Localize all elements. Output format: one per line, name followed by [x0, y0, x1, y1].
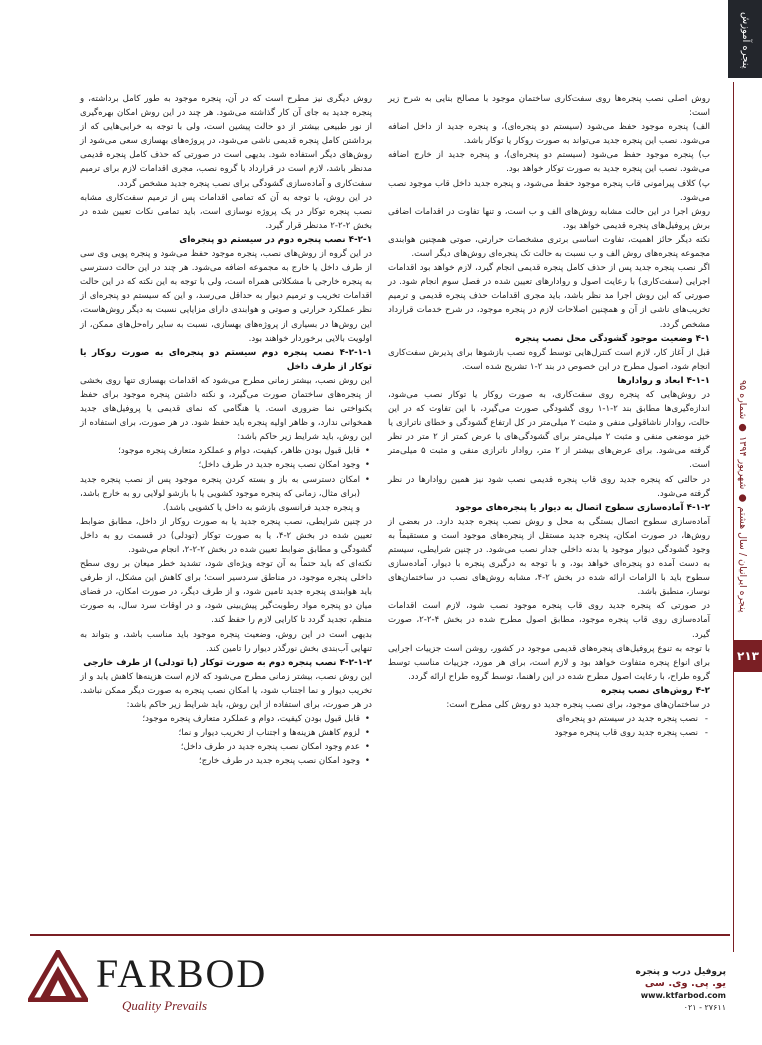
ad-website: www.ktfarbod.com — [640, 991, 726, 1000]
ad-block — [610, 966, 726, 1014]
paragraph: در روش‌هایی که پنجره روی سفت‌کاری، به صورت روکار یا توکار نصب می‌شود، اندازه‌گیری‌ها مطابق بند ۲-۱-۱ روی گشودگی صورت می‌گیرد، با این تفاوت که در این حالت، روادار ناشاقولی منفی و مثبت ۲ میلی‌متر در کل ارتفاع گشودگی و خطای ناترازی یا خیز موضعی منفی و مثبت ۲ میلی‌متر برای گشودگی‌های با عرض کمتر از ۲ متر در نظر گرفته می‌شود. برای عرض‌های بیشتر از ۲ متر، روادار ناترازی منفی و مثبت ۵ میلی‌متر است. — [388, 389, 710, 471]
section-heading: ۴-۲ روش‌های نصب پنجره — [601, 685, 710, 696]
method-list — [388, 712, 710, 740]
list-item: • امکان دسترسی به باز و بسته کردن پنجره موجود پس از نصب پنجره جدید (برای مثال، زمانی که پنجره موجود کشویی یا با بازشو لولایی رو به خارج باشد، و پنجره جدید فرانسوی بازشو به داخل یا کشویی باشد). — [80, 473, 360, 515]
paragraph: روش اصلی نصب پنجره‌ها روی سفت‌کاری ساختمان موجود با مصالح بنایی به شرح زیر است: — [388, 94, 710, 119]
list-item: • قابل قبول بودن کیفیت، دوام و عملکرد متعارف پنجره موجود؛ — [80, 712, 360, 726]
paragraph: در ساختمان‌های موجود، برای نصب پنجره جدید دو روش کلی مطرح است: — [446, 700, 710, 711]
section-heading: ۴-۲-۱ نصب پنجره دوم در سیستم دو پنجره‌ای — [179, 234, 372, 245]
paragraph: در این روش، با توجه به آن که تمامی اقدامات پس از ترمیم سفت‌کاری مشابه نصب پنجره توکار در یک پروژه نوسازی است، باید تمامی نکات تعیین شده در بخش ۲-۲-۲ مدنظر قرار گیرد. — [80, 192, 372, 231]
paragraph: روش اجرا در این حالت مشابه روش‌های الف و ب است، و تنها تفاوت در اقدامات اضافی برش پروفیل‌های پنجره قدیمی خواهد بود. — [388, 206, 710, 231]
text-column-right — [388, 92, 710, 740]
list-item: - نصب پنجره جدید روی قاب پنجره موجود — [388, 726, 698, 740]
section-heading: ۴-۲-۱-۱ نصب پنجره دوم سیستم دو پنجره‌ای به صورت روکار یا توکار از طرف داخل — [80, 347, 372, 372]
paragraph: اگر نصب پنجره جدید پس از حذف کامل پنجره قدیمی انجام گیرد، لازم خواهد بود اقدامات اجرایی (سفت‌کاری) با رعایت اصول و روادارهای تعیین شده در فصل سوم انجام شود. در صورتی که این روش اجرا مد نظر باشد، باید مجری اقدامات حذف پنجره قدیمی و ترمیم تخریب‌های ناشی از آن و همچنین اصلاحات لازم در پنجره موجود، در شرح خدمات قرارداد مشخص گردد. — [388, 263, 710, 330]
paragraph: بدیهی است در این روش، وضعیت پنجره موجود باید مناسب باشد، و بتواند به تنهایی آب‌بندی بخش نورگذر دیوار را تامین کند. — [80, 629, 372, 654]
list-item: • قابل قبول بودن ظاهر، کیفیت، دوام و عملکرد متعارف پنجره موجود؛ — [80, 444, 360, 458]
issue-caption: پنجره ایرانیان / سال هشتم ● شهریور ۱۳۹۴ ● شماره ۹۵ — [737, 380, 748, 613]
condition-list — [80, 444, 372, 514]
paragraph: پ) کلاف پیرامونی قاب پنجره موجود حفظ می‌شود، و پنجره جدید داخل قاب موجود نصب می‌شود. — [388, 178, 710, 203]
condition-list — [80, 712, 372, 768]
paragraph: قبل از آغاز کار، لازم است کنترل‌هایی توسط گروه نصب بازشوها برای پذیرش سفت‌کاری انجام شود، اصول مطرح در این خصوص در بند ۲-۱ تشریح شده است. — [388, 347, 710, 372]
list-item: • عدم وجود امکان نصب پنجره جدید در طرف داخل؛ — [80, 740, 360, 754]
paragraph: نکته دیگر حائز اهمیت، تفاوت اساسی برتری مشخصات حرارتی، صوتی همچنین هوابندی مجموعه پنجره‌های روش الف و ب نسبت به حالت تک پنجره‌ای روش‌های دیگر است. — [388, 234, 710, 260]
section-heading: ۴-۲-۱-۲ نصب پنجره دوم به صورت توکار (یا تودلی) از طرف خارجی — [83, 657, 372, 668]
paragraph: این روش نصب، بیشتر زمانی مطرح می‌شود که اقدامات بهسازی تنها روی بخشی از پنجره‌های ساختمان صورت می‌گیرد، و نکته داشتن پنجره موجود برای حفظ یکنواختی نما ضروری است. یا هنگامی که نمای قدیمی یا پروفیل‌های جدید همخوانی ندارد، و ظاهر اولیه پنجره باید حفظ شود. در هر صورت، برای استفاده از این روش، باید شرایط زیر حاکم باشد: — [80, 375, 372, 443]
paragraph: نکته‌ای که باید حتماً به آن توجه ویژه‌ای شود، تشدید خطر میعان بر روی سطح داخلی پنجره موجود، در مناطق سردسیر است؛ برای کاهش این مشکل، از طرفی باید هوابندی پنجره جدید تامین شود، و از طرف دیگر، در صورت امکان، در فضای میان دو پنجره مواد رطوبت‌گیر پیش‌بینی شود، و در اوقات سرد سال، به صورت منظم، تجدید گردد تا کارایی لازم را حفظ کند. — [80, 559, 372, 626]
paragraph: ب) پنجره موجود حفظ می‌شود (سیستم دو پنجره‌ای)، و پنجره جدید از خارج اضافه می‌شود. نصب این پنجره جدید به صورت توکار خواهد بود. — [388, 150, 710, 175]
section-tab-label: پنجره آموزش — [740, 11, 751, 69]
paragraph: با توجه به تنوع پروفیل‌های پنجره‌های قدیمی موجود در کشور، روشن است جزییات اجرایی برای انواع پنجره متفاوت خواهد بود و لازم است، برای هر مورد، جزییات مناسب توسط گروه طراح، با رعایت اصول مطرح شده در این راهنما، توسط گروه طراح ارائه گردد. — [388, 643, 710, 682]
list-item: • وجود امکان نصب پنجره جدید در طرف داخل؛ — [80, 458, 360, 472]
paragraph: این روش نصب، بیشتر زمانی مطرح می‌شود که لازم است هزینه‌ها کاهش یابد و از تخریب دیوار و نما اجتناب شود، یا امکان نصب پنجره به صورت دیگر ممکن نباشد. در هر صورت، برای استفاده از این روش، باید شرایط زیر حاکم باشد: — [80, 671, 372, 711]
paragraph: الف) پنجره موجود حفظ می‌شود (سیستم دو پنجره‌ای)، و پنجره جدید از داخل اضافه می‌شود. نصب این پنجره جدید می‌تواند به صورت روکار یا توکار باشد. — [388, 122, 710, 147]
page-number: ۲۱۳ — [734, 640, 762, 672]
list-item: • وجود امکان نصب پنجره جدید در طرف خارج؛ — [80, 754, 360, 768]
farbod-logo-icon — [28, 950, 88, 1002]
paragraph: در حالتی که پنجره جدید روی قاب پنجره قدیمی نصب شود نیز همین روادارها در نظر گرفته می‌شود. — [388, 474, 710, 499]
ad-material: یو. پی. وی. سی — [644, 978, 726, 989]
section-heading: ۴-۱-۲ آماده‌سازی سطوح اتصال به دیوار یا پنجره‌های موجود — [455, 502, 710, 513]
section-heading: ۴-۱ وضعیت موجود گشودگی محل نصب پنجره — [515, 333, 710, 344]
paragraph: در صورتی که پنجره جدید روی قاب پنجره موجود نصب شود، لازم است اقدامات آماده‌سازی روی قاب پنجره موجود، مطابق اصول مطرح شده در بخش ۴-۲-۲، صورت گیرد. — [388, 601, 710, 640]
paragraph: در این گروه از روش‌های نصب، پنجره موجود حفظ می‌شود و پنجره پویی وی سی از طرف داخل یا خارج به مجموعه اضافه می‌شود. هر چند در این حالت دسترسی به پنجره خارجی با مشکلاتی همراه است، ولی با توجه به این نکته که در این حالت اقدامات تخریب و ترمیم دیوار به حداقل می‌رسد، و این که سیستم دو پنجره‌ای از نظر عملکرد حرارتی و صوتی و هوابندی دارای مزایایی نسبت به دیگر روش‌هاست، این روش‌ها در بسیاری از پروژه‌های بهسازی، نسبت به سایر راه‌حل‌های ممکن، از اولویت بالایی برخوردار خواهند بود. — [80, 249, 372, 344]
brand-name: FARBOD — [96, 951, 268, 996]
list-item: - نصب پنجره جدید در سیستم دو پنجره‌ای — [388, 712, 698, 726]
paragraph: آماده‌سازی سطوح اتصال بستگی به محل و روش نصب پنجره جدید دارد. در بعضی از روش‌ها، در صورت امکان، پنجره جدید مستقل از پنجره‌های موجود است و مستقیماً به وجود گشودگی دیوار موجود یا بدنه داخلی جدار نصب می‌شود. در چنین شرایطی، سیستم به دست آمده دو پنجره‌ای خواهد بود، و با توجه به درگیری پنجره با دیوار، آماده‌سازی سطوح باید با الزامات ارائه شده در بخش ۲-۴، مشابه روش‌های نصب در ساختمان‌های نوساز، منطبق باشد. — [388, 516, 710, 598]
ad-product: پروفیل درب و پنجره — [635, 967, 726, 977]
brand-tagline: Quality Prevails — [122, 998, 208, 1013]
ad-phone: ۰۲۱ - ۲۷۶۱۱ — [683, 1003, 726, 1012]
footer-divider — [30, 934, 730, 936]
paragraph: در چنین شرایطی، نصب پنجره جدید یا به صورت روکار از داخل، مطابق ضوابط تعیین شده در بخش ۲-۴، یا به صورت توکار (تودلی) در قسمت رو به داخل گشودگی و مطابق ضوابط تعیین شده در بخش ۲-۲-۲، انجام می‌شود. — [80, 516, 373, 555]
paragraph: روش دیگری نیز مطرح است که در آن، پنجره موجود به طور کامل برداشته، و پنجره جدید به جای آن کار گذاشته می‌شود. هر چند در این روش امکان بهره‌گیری از نور طبیعی بیشتر از دو حالت پیشین است، ولی با توجه به خرابی‌هایی که از برداشتن کامل پنجره قدیمی ناشی می‌شود، در پروژه‌های بهسازی سعی می‌شود از روش‌های دیگر استفاده شود. بدیهی است در صورتی که حذف کامل پنجره قدیمی مدنظر باشد، لازم است در قرارداد با گروه نصب، مجری اقدامات لازم برای ترمیم سفت‌کاری و آماده‌سازی گشودگی برای نصب پنجره جدید مشخص گردد. — [80, 94, 372, 189]
text-column-left — [80, 92, 372, 769]
list-item: • لزوم کاهش هزینه‌ها و اجتناب از تخریب دیوار و نما؛ — [80, 726, 360, 740]
section-heading: ۴-۱-۱ ابعاد و روادارها — [617, 375, 710, 386]
